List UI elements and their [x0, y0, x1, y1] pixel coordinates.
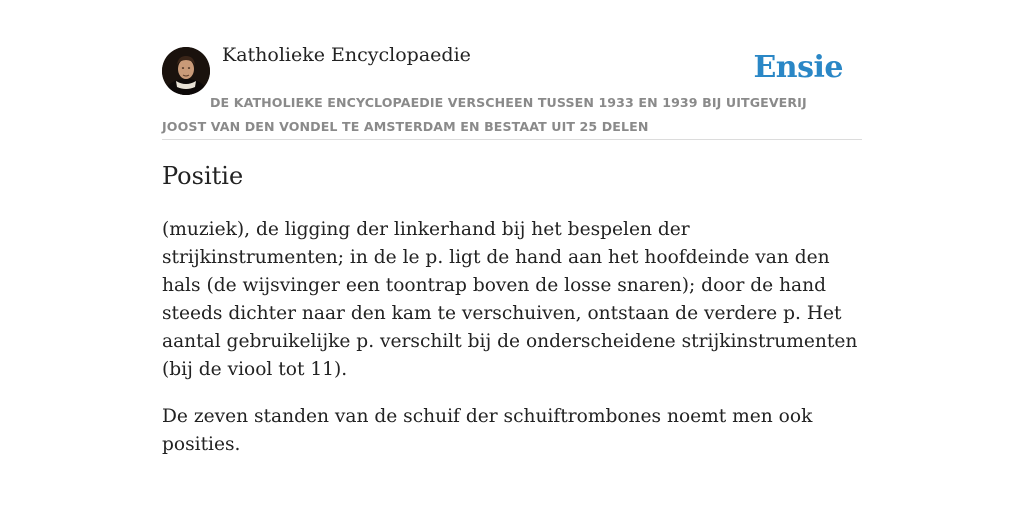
- article-body: [162, 216, 862, 478]
- content-container: [162, 0, 862, 455]
- article-paragraph: De zeven standen van de schuif der schuiftrombones noemt men ook posities.: [162, 406, 813, 455]
- portrait-avatar-icon[interactable]: [162, 47, 210, 95]
- brand-logo[interactable]: Ensie: [753, 50, 843, 85]
- article-paragraph: (muziek), de ligging der linkerhand bij het bespelen der strijkinstrumenten; in de le p. ligt de hand aan het hoofdeinde van den hals (de wijsvinger een toontrap boven de losse snaren); door de hand steeds dichter naar den kam te verschuiven, ontstaan de verdere p. Het aantal gebruikelijke p. verschilt bij de onderscheidene strijkinstrumenten (bij de viool tot 11).: [162, 219, 858, 380]
- source-header: [162, 0, 862, 140]
- source-description: DE KATHOLIEKE ENCYCLOPAEDIE VERSCHEEN TUSSEN 1933 EN 1939 BIJ UITGEVERIJ JOOST VAN DEN VONDEL TE AMSTERDAM EN BESTAAT UIT 25 DELEN: [162, 95, 807, 134]
- source-title[interactable]: Katholieke Encyclopaedie: [222, 44, 471, 66]
- article-title: Positie: [162, 162, 244, 190]
